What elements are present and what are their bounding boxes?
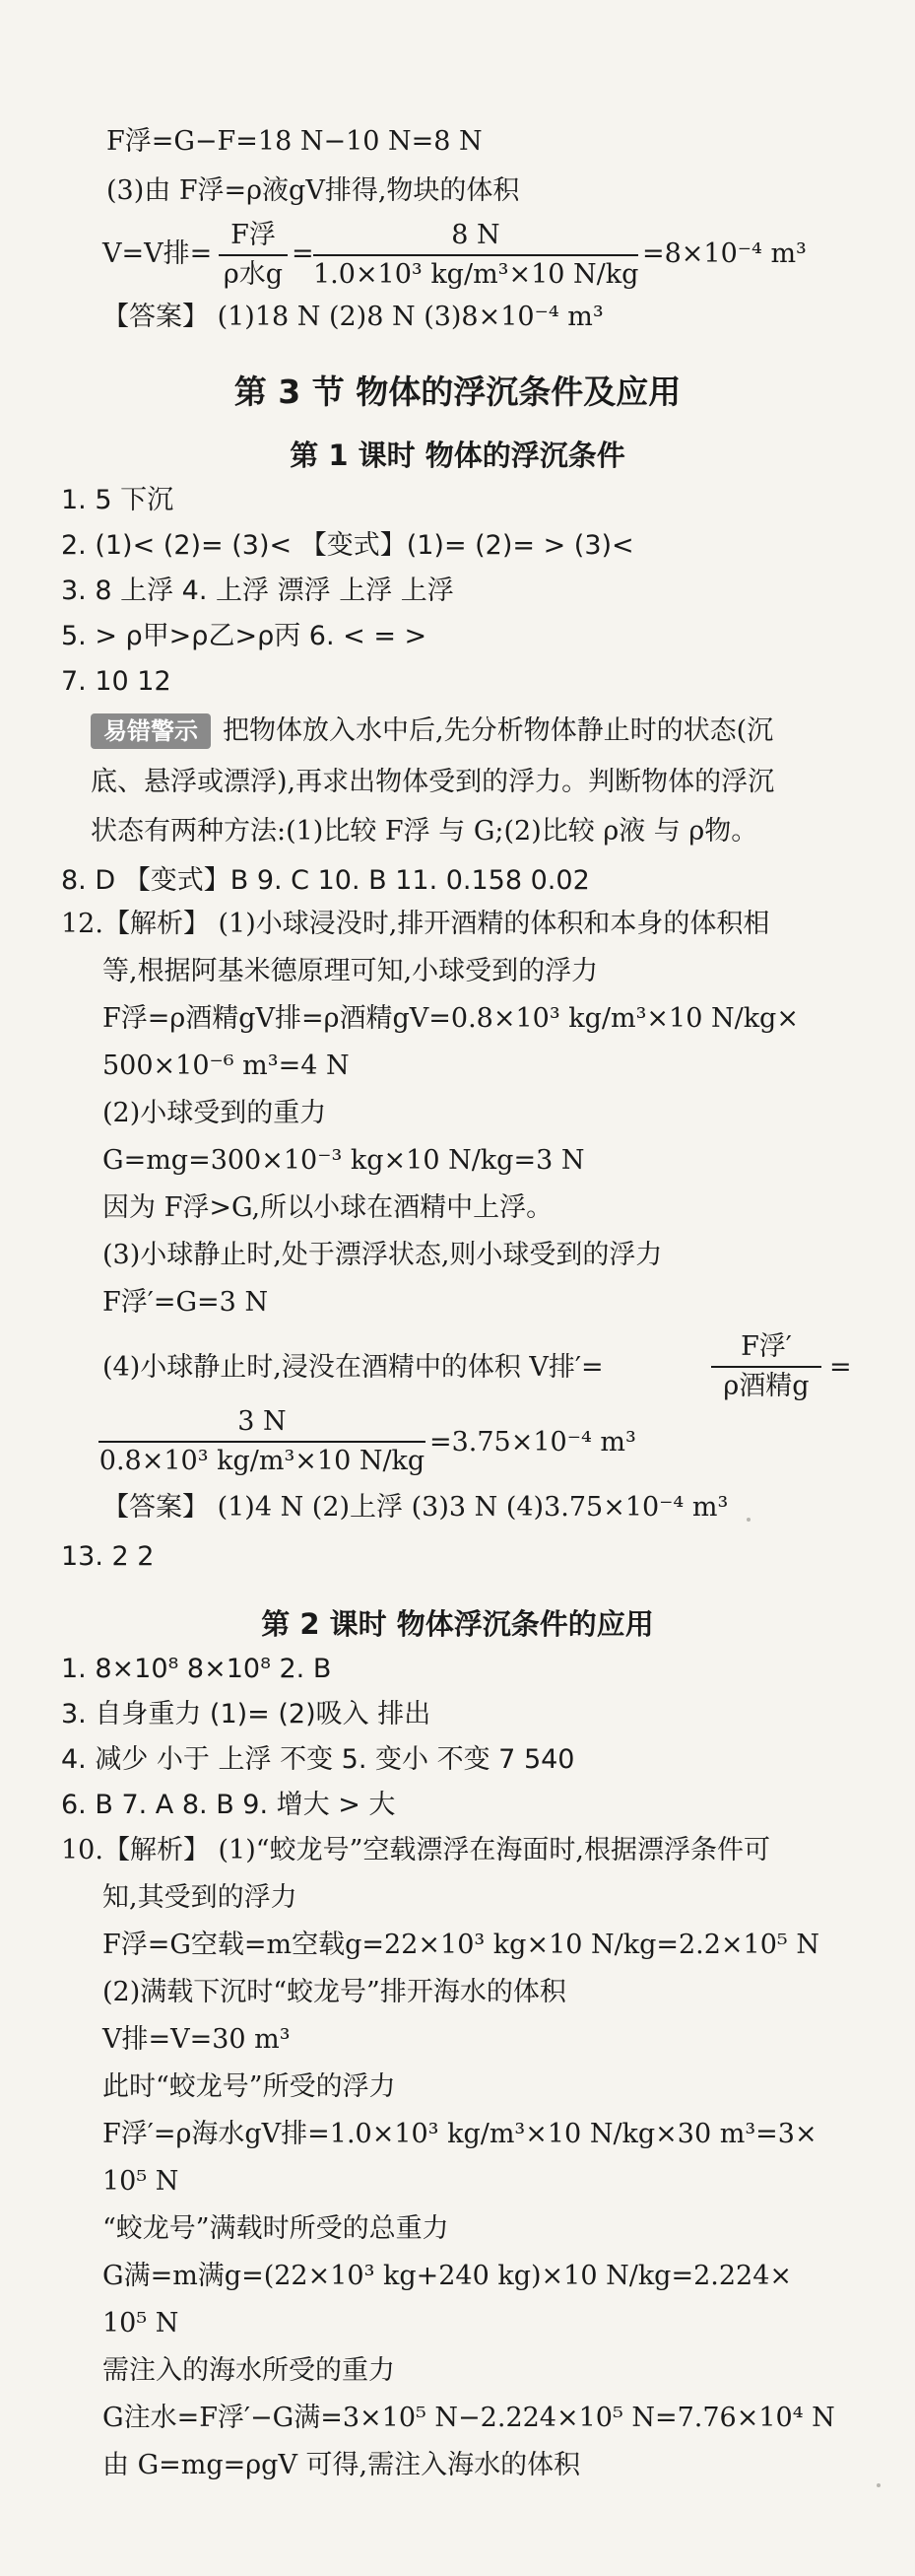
lesson2-title: 第 2 课时 物体浮沉条件的应用 (261, 1607, 654, 1641)
q10-line-5: V排=V=30 m³ (102, 2024, 291, 2055)
fraction-numerator: F浮′ (711, 1330, 821, 1368)
error-warning-badge: 易错警示 (91, 713, 211, 749)
volume-equals: = (292, 238, 314, 269)
page-speck (747, 1518, 751, 1522)
lesson1-line-5: 7. 10 12 (61, 666, 171, 697)
lesson2-line-2: 3. 自身重力 (1)= (2)吸入 排出 (61, 1699, 431, 1729)
q12-line-9: F浮′=G=3 N (102, 1287, 269, 1318)
lesson1-line-4: 5. > ρ甲>ρ乙>ρ丙 6. < = > (61, 621, 427, 651)
q10-line-11: 10⁵ N (102, 2308, 179, 2339)
fraction-numerator: 3 N (98, 1405, 425, 1443)
q12-4-fraction (711, 1330, 821, 1403)
fraction-numerator: F浮 (219, 219, 288, 256)
q10-line-2: 知,其受到的浮力 (102, 1882, 297, 1913)
q12-4-text: (4)小球静止时,浸没在酒精中的体积 V排′= (102, 1352, 604, 1383)
q10-line-3: F浮=G空载=m空载g=22×10³ kg×10 N/kg=2.2×10⁵ N (102, 1930, 819, 1960)
q12-line-6: G=mg=300×10⁻³ kg×10 N/kg=3 N (102, 1145, 585, 1176)
lesson2-line-4: 6. B 7. A 8. B 9. 增大 > 大 (61, 1790, 396, 1820)
q12-4-equals: = (829, 1352, 852, 1383)
volume-rhs: =8×10⁻⁴ m³ (642, 238, 807, 269)
warning-line-2: 底、悬浮或漂浮),再求出物体受到的浮力。判断物体的浮沉 (91, 767, 775, 797)
q12-line-4: 500×10⁻⁶ m³=4 N (102, 1051, 350, 1081)
volume-fraction-2 (313, 219, 638, 292)
lesson1-line-13: 13. 2 2 (61, 1541, 155, 1572)
fraction-denominator: 1.0×10³ kg/m³×10 N/kg (313, 259, 639, 290)
q12-line-1: 12.【解析】 (1)小球浸没时,排开酒精的体积和本身的体积相 (61, 909, 770, 939)
q12-5-fraction (98, 1405, 425, 1478)
q12-line-8: (3)小球静止时,处于漂浮状态,则小球受到的浮力 (102, 1240, 663, 1270)
q12-answer: 【答案】 (1)4 N (2)上浮 (3)3 N (4)3.75×10⁻⁴ m³ (102, 1492, 729, 1523)
lesson1-line-1: 1. 5 下沉 (61, 485, 174, 515)
q10-line-12: 需注入的海水所受的重力 (102, 2355, 395, 2386)
warning-line-1: 把物体放入水中后,先分析物体静止时的状态(沉 (223, 715, 774, 746)
q12-line-2: 等,根据阿基米德原理可知,小球受到的浮力 (102, 956, 599, 986)
q10-line-8: 10⁵ N (102, 2166, 179, 2197)
fraction-denominator: 0.8×10³ kg/m³×10 N/kg (98, 1446, 425, 1476)
volume-lhs: V=V排= (102, 238, 213, 269)
q10-line-10: G满=m满g=(22×10³ kg+240 kg)×10 N/kg=2.224× (102, 2261, 793, 2291)
fraction-denominator: ρ酒精g (723, 1371, 810, 1401)
q12-5-rhs: =3.75×10⁻⁴ m³ (429, 1427, 636, 1457)
q10-line-6: 此时“蛟龙号”所受的浮力 (102, 2071, 396, 2102)
q12-line-7: 因为 F浮>G,所以小球在酒精中上浮。 (102, 1192, 554, 1223)
lesson1-title: 第 1 课时 物体的浮沉条件 (290, 439, 625, 472)
fraction-denominator: ρ水g (223, 259, 284, 290)
top-line-1: F浮=G−F=18 N−10 N=8 N (106, 126, 483, 157)
q10-line-9: “蛟龙号”满载时所受的总重力 (102, 2213, 449, 2244)
top-line-2: (3)由 F浮=ρ液gV排得,物块的体积 (106, 175, 520, 206)
section-title: 第 3 节 物体的浮沉条件及应用 (233, 373, 682, 411)
q12-line-5: (2)小球受到的重力 (102, 1098, 327, 1128)
lesson1-line-8: 8. D 【变式】B 9. C 10. B 11. 0.158 0.02 (61, 865, 590, 896)
q10-line-1: 10.【解析】 (1)“蛟龙号”空载漂浮在海面时,根据漂浮条件可 (61, 1835, 770, 1865)
lesson2-line-1: 1. 8×10⁸ 8×10⁸ 2. B (61, 1654, 332, 1684)
lesson1-line-2: 2. (1)< (2)= (3)< 【变式】(1)= (2)= > (3)< (61, 530, 634, 561)
q12-line-3: F浮=ρ酒精gV排=ρ酒精gV=0.8×10³ kg/m³×10 N/kg× (102, 1003, 799, 1034)
page-speck (877, 2483, 881, 2487)
lesson2-line-3: 4. 减少 小于 上浮 不变 5. 变小 不变 7 540 (61, 1744, 575, 1775)
q10-line-7: F浮′=ρ海水gV排=1.0×10³ kg/m³×10 N/kg×30 m³=3× (102, 2119, 817, 2149)
q10-line-14: 由 G=mg=ρgV 可得,需注入海水的体积 (102, 2450, 581, 2480)
top-answer: 【答案】 (1)18 N (2)8 N (3)8×10⁻⁴ m³ (102, 302, 604, 332)
warning-line-3: 状态有两种方法:(1)比较 F浮 与 G;(2)比较 ρ液 与 ρ物。 (91, 816, 758, 847)
q10-line-4: (2)满载下沉时“蛟龙号”排开海水的体积 (102, 1977, 566, 2007)
fraction-numerator: 8 N (313, 219, 638, 256)
volume-fraction-1 (219, 219, 288, 292)
q10-line-13: G注水=F浮′−G满=3×10⁵ N−2.224×10⁵ N=7.76×10⁴ N (102, 2403, 835, 2433)
lesson1-line-3: 3. 8 上浮 4. 上浮 漂浮 上浮 上浮 (61, 576, 454, 606)
